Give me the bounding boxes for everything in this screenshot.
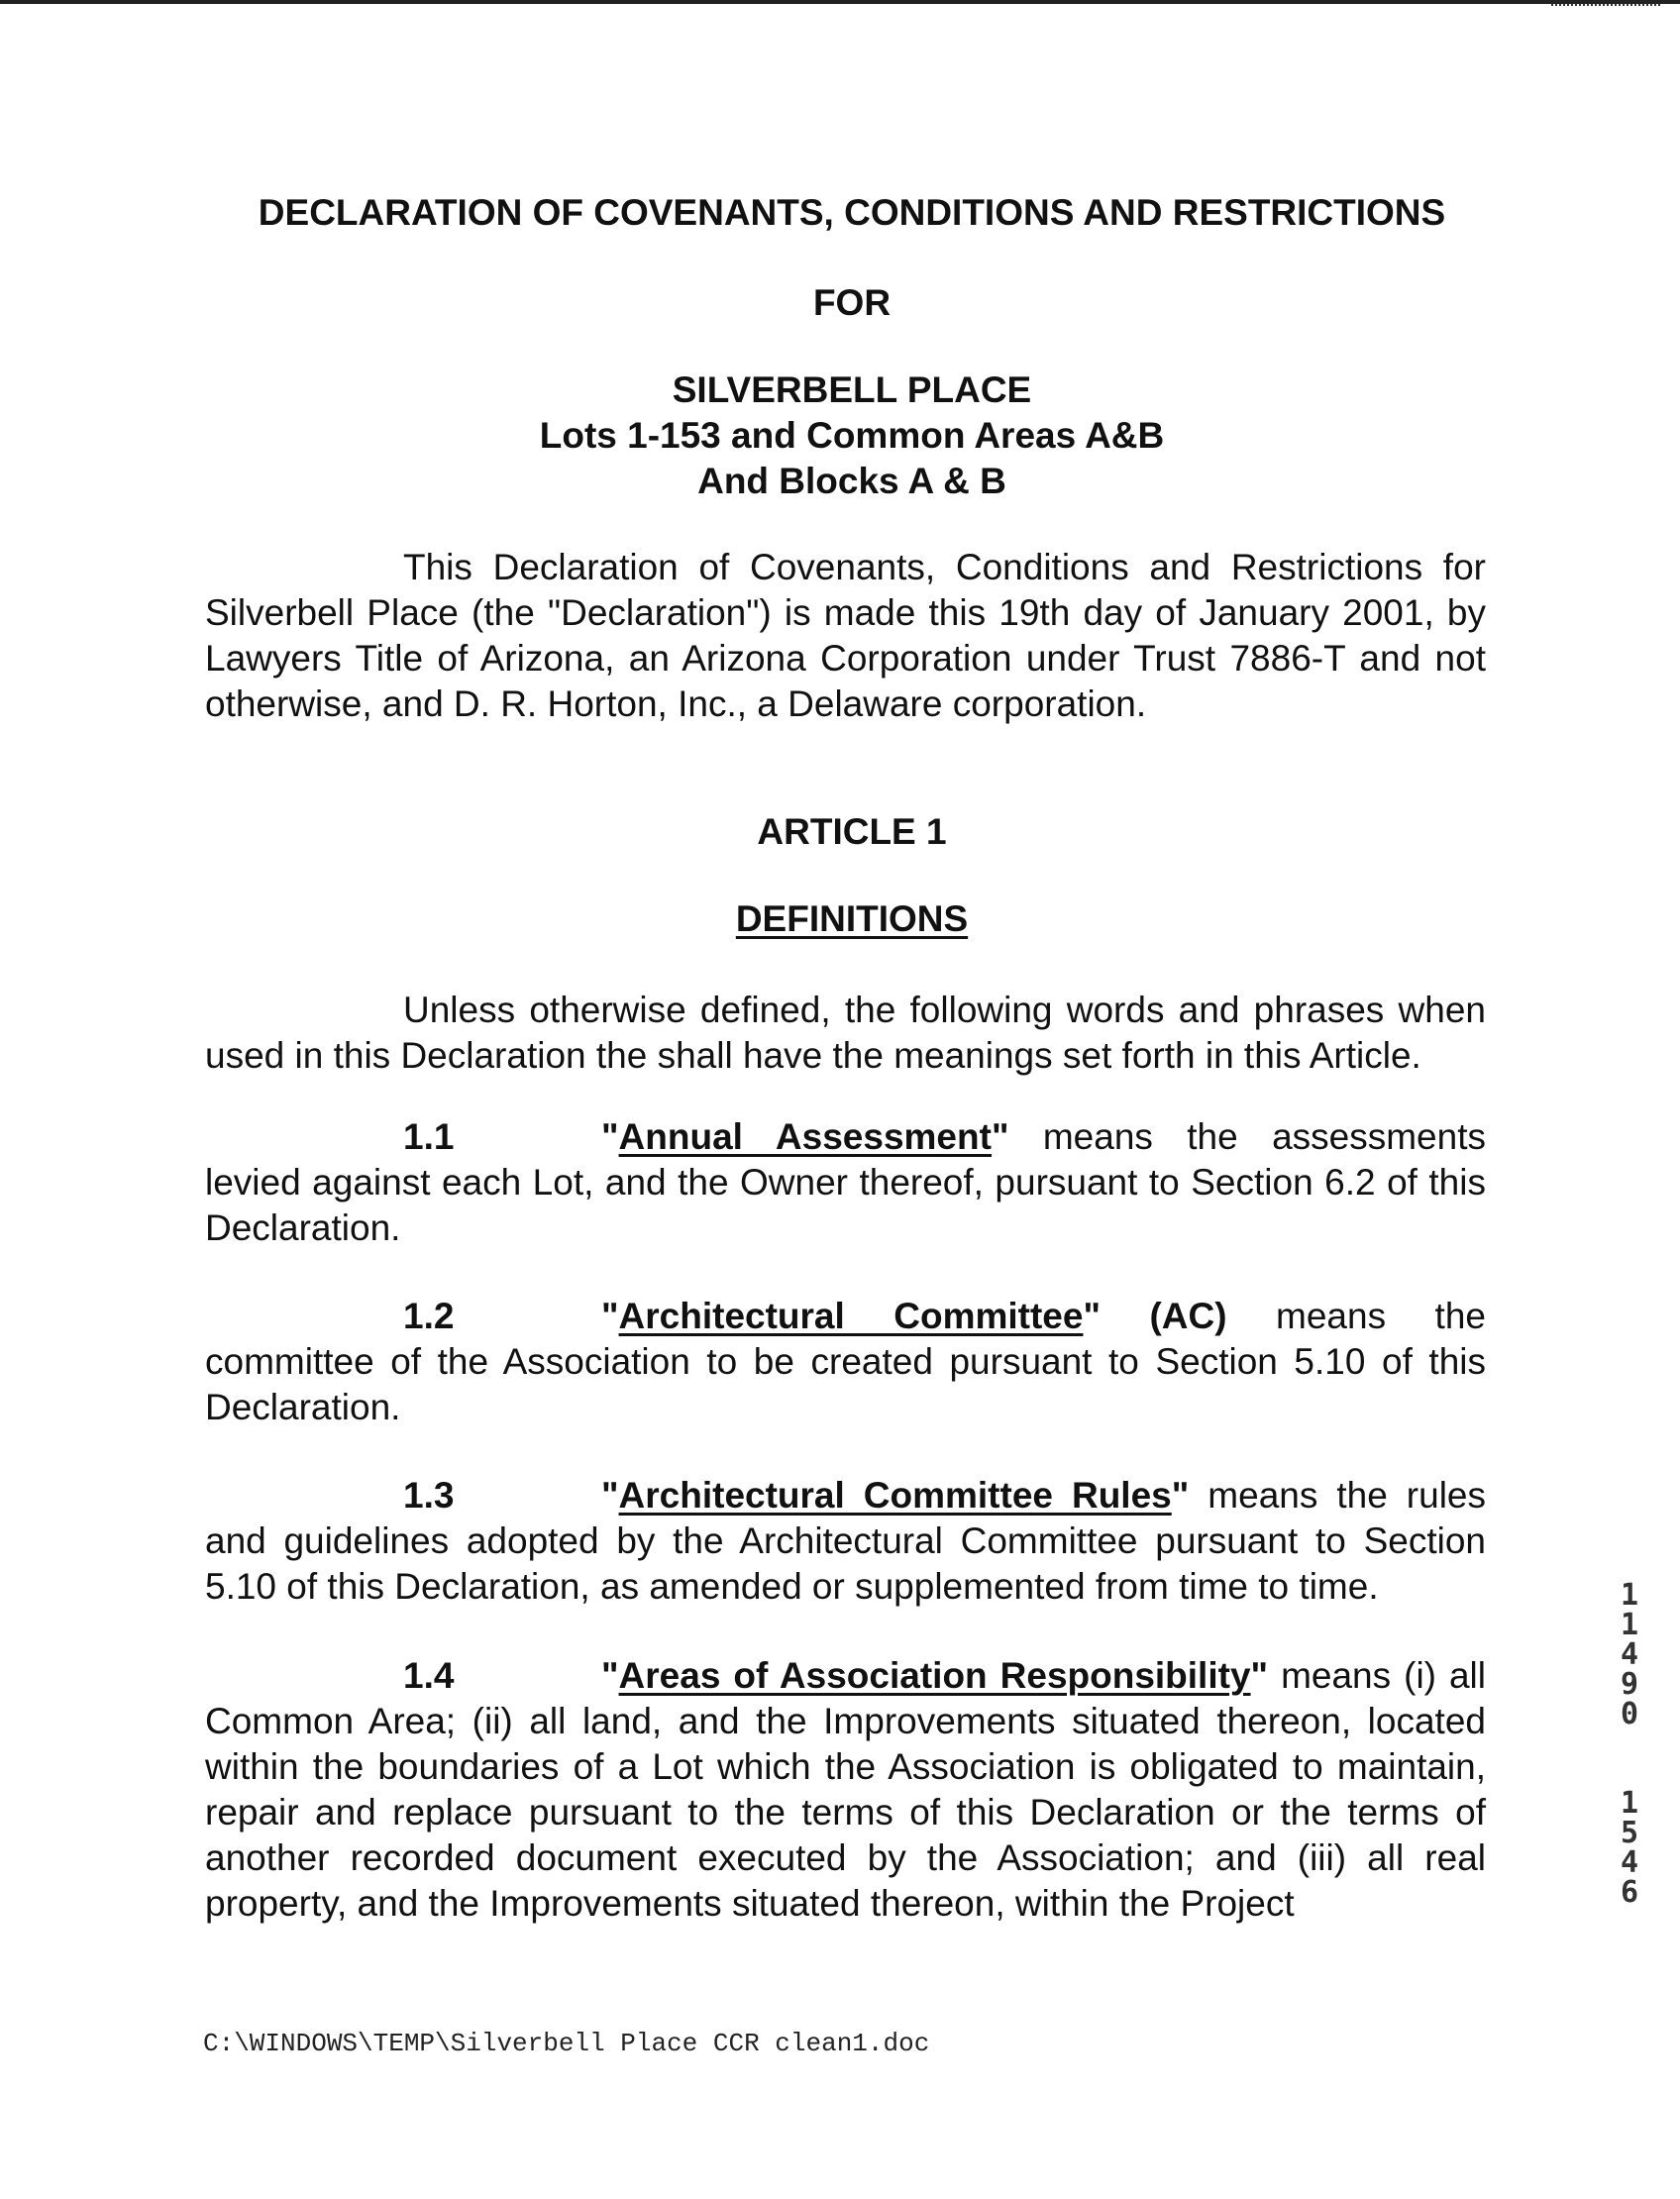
document-title: DECLARATION OF COVENANTS, CONDITIONS AND RESTRICTIONS [258,192,1446,233]
definition-text: means the committee of the Association to be created pursuant to Section 5.10 of this Declaration. [205,1296,1486,1427]
stamp-digit: 4 [1620,1845,1639,1880]
definition-item [205,1653,1486,1927]
scan-top-edge [0,0,1680,4]
definitions-heading: DEFINITIONS [735,898,969,939]
definition-term: "Annual Assessment" [601,1116,1009,1157]
stamp-digit: 1 [1620,1608,1639,1642]
intro-paragraph [205,545,1486,727]
definition-number: 1.1 [403,1116,455,1157]
stamp-digit: 9 [1620,1667,1639,1702]
stamp-digit: 5 [1620,1816,1639,1850]
title-for: FOR [812,282,892,323]
article-heading: ARTICLE 1 [757,811,947,852]
property-name: SILVERBELL PLACE [672,369,1032,410]
stamp-digit: 4 [1620,1637,1639,1672]
stamp-digit: 1 [1620,1578,1639,1613]
definition-number: 1.2 [403,1296,455,1336]
definition-item [205,1473,1486,1610]
lots-line: Lots 1-153 and Common Areas A&B [539,415,1165,456]
stamp-digit: 6 [1620,1875,1639,1910]
definition-number: 1.4 [403,1655,455,1696]
scan-top-mark [1551,4,1660,12]
definition-text: means the rules and guidelines adopted by the Architectural Committee pursuant to Section 5.10 of this Declaration, as amended or supplemented from time to time. [205,1475,1486,1607]
definition-term: "Areas of Association Responsibility" [601,1655,1269,1696]
recording-stamp-numbers [1615,1578,1644,1910]
stamp-digit: 0 [1620,1697,1639,1731]
definition-text: means (i) all Common Area; (ii) all land, and the Improvements situated thereon, located within the boundaries of a Lot which the Association is obligated to maintain, repair and replace pursuant to the terms of this Declaration or the terms of another recorded document executed by the Association; and (iii) all real property, and the Improvements situated thereon, within the Project [205,1655,1486,1924]
definition-term: "Architectural Committee Rules" [601,1475,1190,1516]
definition-item [205,1114,1486,1251]
blocks-line: And Blocks A & B [697,461,1006,501]
intro-text: This Declaration of Covenants, Conditions and Restrictions for Silverbell Place (the "Declaration") is made this 19th day of January 2001, by Lawyers Title of Arizona, an Arizona Corporation under Trust 7886-T and not otherwise, and D. R. Horton, Inc., a Delaware corporation. [205,547,1486,724]
definition-text: means the assessments levied against each Lot, and the Owner thereof, pursuant to Section 6.2 of this Declaration. [205,1116,1486,1248]
definitions-preamble [205,988,1486,1079]
definition-item [205,1294,1486,1430]
preamble-text: Unless otherwise defined, the following words and phrases when used in this Declaration the shall have the meanings set forth in this Article. [205,990,1486,1076]
footer-file-path: C:\WINDOWS\TEMP\Silverbell Place CCR clean1.doc [203,2029,930,2058]
definition-number: 1.3 [403,1475,455,1516]
definition-term: "Architectural Committee" (AC) [601,1296,1227,1336]
stamp-digit: 1 [1620,1786,1639,1821]
